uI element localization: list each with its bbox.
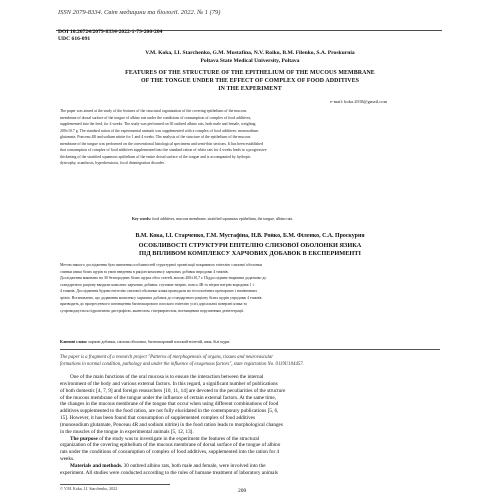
- body-line: One of the main functions of the oral mucosa is to ensure the interaction between the internal: [70, 374, 264, 380]
- body-line: of both domestic [4, 7, 9] and foreign researchers [10, 11, 14] are devoted to the peculiarities of the structure: [60, 387, 286, 394]
- abstract-line: 200±10.7 g. The standard ration of the experimental animals was supplemented with a complex of food additives: monosodium: [60, 128, 259, 133]
- journal-header: ISSN 2079-8334. Світ медицини та біології. 2022. № 1 (79): [58, 9, 221, 16]
- body-line: the changes in the mucous membrane of the tongue that occur when using different combinations of food: [60, 401, 279, 408]
- methods-line: [60, 463, 440, 470]
- contact-email: e-mail: koka.2018@gmail.com: [330, 99, 388, 104]
- ukrainian-title-line: ОСОБЛИВОСТІ СТРУКТУРИ ЕПІТЕЛІЮ СЛИЗОВОЇ ОБОЛОНКИ ЯЗИКА: [138, 242, 362, 249]
- copyright-line: © V.M. Koka, I.I. Starchenko, 2022: [60, 486, 118, 491]
- body-line: weeks.: [60, 456, 75, 463]
- footer-rule: [60, 484, 170, 485]
- english-institution: Poltava State Medical University, Poltava: [200, 58, 300, 64]
- abstract-line: membrane of dorsal surface of the tongue of albino rats under the conditions of consumption of complex of food additives,: [60, 115, 252, 120]
- body-line: rats under the conditions of consumption of complex of food additives, supplemented into the ration for 4: [60, 449, 280, 456]
- copyright-notice: [60, 486, 117, 491]
- abstract-line: призводить до прогресуючого потовщення багатошарового плоского епітелію усієї дорсальної поверхні язика та: [60, 302, 247, 306]
- abstract-line: dystrophy, acanthosis, hyperkeratosis, focal disintegration disorder.: [60, 161, 165, 166]
- english-abstract: [60, 108, 440, 167]
- research-fragment-note: [60, 354, 440, 368]
- purpose-text: of the study was to investigate in the experiment the features of the structural: [97, 435, 260, 442]
- abstract-line: спинки язика білих щурів за умов введення в раціон комплексу харчових добавок впродовж 4 тижнів.: [60, 269, 229, 274]
- body-line: (monosodium glutamate, Ponceau 4R and sodium nitrite) in the food ration leads to morphological changes: [60, 421, 283, 428]
- english-title-line: FEATURES OF THE STRUCTURE OF THE EPITHELIUM OF THE MUCOUS MEMBRANE: [125, 70, 375, 76]
- abstract-line: that consumption of complex of food additives supplemented into the standard ration of white rats for 4 weeks leads to a progressive: [60, 148, 267, 153]
- english-keywords: [132, 217, 293, 221]
- abstract-line: glutamate, Ponceau 4R and sodium nitrite for 1 and 4 weeks. The analysis of the structure of the epithelium of the mucous: [60, 135, 251, 140]
- keywords-text: food additives, mucous membrane, stratified squamous epithelium, the tongue, albino rats.: [151, 217, 294, 221]
- body-line: of the mucous membrane of the tongue under the influence of certain external factors. At the same time,: [60, 394, 276, 401]
- ukrainian-keywords: [60, 340, 230, 344]
- body-line: environment of the body and various external factors. In this regard, a significant number of publications: [60, 380, 278, 387]
- abstract-line: Метою нашого дослідження було вивчення особливостей структурної організації покривного епітелію слизової оболонки: [60, 263, 263, 267]
- udc-line: UDC 616-091: [58, 36, 91, 42]
- article-body: [60, 374, 440, 477]
- ukrainian-authors: В.М. Кока, І.І. Старченко, Г.М. Мустафіна, Н.В. Ройко, Б.М. Філенко, С.А. Проскурня: [135, 233, 365, 239]
- methods-label: Materials and methods.: [70, 462, 123, 469]
- section-divider: [60, 349, 440, 350]
- body-line: experiment. All studies were conducted according to the rules of humane treatment of laboratory animals: [60, 469, 278, 476]
- fragment-line: formations in normal condition, pathology and under the influence of exogenous factors", state registration No. 0119U104457.: [60, 362, 304, 367]
- abstract-line: зрізах. Встановлено, що додавання комплексу харчових добавок до стандартного раціону білих щурів упродовж 4 тижнів: [60, 295, 262, 300]
- english-title-line: IN THE EXPERIMENT: [218, 86, 282, 92]
- abstract-line: thickening of the stratified squamous epithelium of the entire dorsal surface of the tongue and is accompanied by hydropic: [60, 154, 251, 159]
- keywords-text: харчові добавки, слизова оболонка, багатошаровий плоский епітелій, язик, білі щури.: [87, 340, 231, 344]
- abstract-line: стандартного раціону вводили комплекс харчових добавок: глутамат натрію, понсо 4R та нітрит натрію впродовж 1 і: [60, 282, 254, 287]
- page-number: 200: [238, 488, 247, 494]
- keywords-label: Key words:: [132, 217, 152, 221]
- keywords-label: Ключові слова:: [60, 340, 88, 344]
- methods-text: 30 outbred albino rats, both male and female, were involved into the: [122, 462, 266, 469]
- body-line: additives supplemented to the food ration, are not fully elucidated in the contemporary publications [5, 6,: [60, 408, 279, 415]
- abstract-line: супроводжується гідропічною дистрофією, акантозом, гіперкератозом, вогнищевим порушенням дезінтеграції.: [60, 308, 245, 313]
- fragment-line: The paper is a fragment of a research project "Patterns of morphogenesis of organs, tissues and neurovascular: [60, 355, 274, 360]
- purpose-label: The purpose: [70, 435, 98, 442]
- ukrainian-title-line: ПІД ВПЛИВОМ КОМПЛЕКСУ ХАРЧОВИХ ДОБАВОК В ЕКСПЕРИМЕНТІ: [139, 250, 361, 257]
- body-line: organization of the covering epithelium of the mucous membrane of dorsal surface of the tongue of albino: [60, 442, 281, 449]
- abstract-line: The paper was aimed at the study of the features of the structural organization of the covering epithelium of the mucous: [60, 109, 247, 113]
- body-line: in the muscles of the tongue in experimental animals [5, 12, 13].: [60, 428, 194, 435]
- abstract-line: supplemented into the feed, for 4 weeks. The study was performed on 30 outbred albino rats, both male and female, weighing: [60, 122, 256, 127]
- english-authors: V.M. Koka, I.I. Starchenko, G.M. Mustafina, N.V. Roiko, B.M. Filenko, S.A. Proskurnia: [145, 50, 355, 56]
- english-title-line: OF THE TONGUE UNDER THE EFFECT OF COMPLEX OF FOOD ADDITIVES: [140, 78, 360, 84]
- doi-line: DOI 10.26724/2079-8334-2022-1-79-200-204: [58, 29, 163, 35]
- abstract-line: Дослідження виконано на 30 безпородних білих щурах обох статей, масою 200±10,7 г. Піддослідним тваринам додатково до: [60, 276, 267, 280]
- abstract-line: membrane of the tongue was performed on the conventional histological specimens and semi-thin sections. It has been established: [60, 141, 263, 146]
- purpose-line: [60, 436, 440, 443]
- abstract-line: 4 тижнів. Дослідження будови епітелію слизової оболонки язика проводили на гістологічних препаратах і напівтонких: [60, 289, 258, 293]
- ukrainian-abstract: [60, 262, 440, 314]
- body-line: 15]. However, it has been found that consumption of supplemented complex of food additives: [60, 415, 255, 422]
